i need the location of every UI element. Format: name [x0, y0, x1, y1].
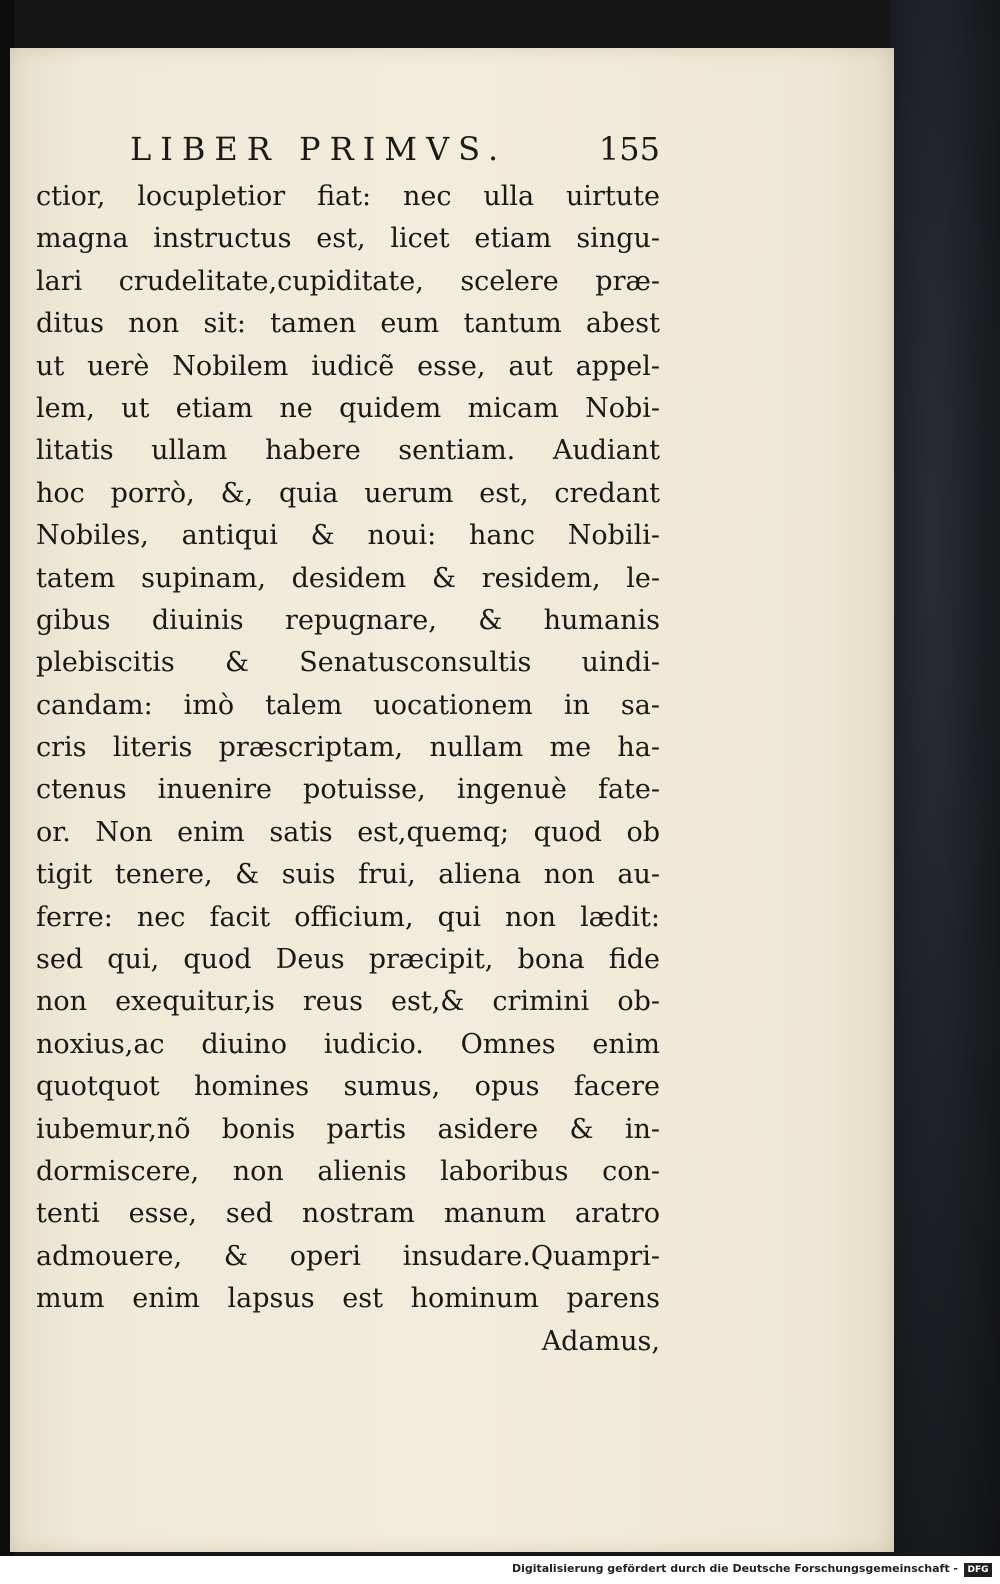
catchword: Adamus, [541, 1325, 660, 1357]
body-text [36, 176, 660, 1363]
text-line: admouere, & operi insudare.Quampri- [36, 1240, 660, 1272]
text-line: cris literis præscriptam, nullam me ha- [36, 732, 660, 764]
text-line: Nobiles, antiqui & noui: hanc Nobili- [36, 520, 660, 552]
book-cover-edge [890, 0, 1000, 1556]
funding-credit: Digitalisierung gefördert durch die Deutsche Forschungsgemeinschaft - [511, 1562, 958, 1575]
footer-bar [0, 1556, 1000, 1584]
text-line: sed qui, quod Deus præcipit, bona fide [36, 944, 660, 976]
text-line: ctenus inuenire potuisse, ingenuè fate- [36, 774, 660, 806]
text-line: candam: imò talem uocationem in sa- [36, 689, 660, 721]
text-line: litatis ullam habere sentiam. Audiant [36, 435, 660, 467]
text-line: non exequitur,is reus est,& crimini ob- [36, 986, 660, 1018]
text-line: noxius,ac diuino iudicio. Omnes enim [36, 1028, 660, 1060]
text-line: ferre: nec facit officium, qui non lædit: [36, 901, 660, 933]
text-line: tigit tenere, & suis frui, aliena non au- [36, 859, 660, 891]
page-number: 155 [598, 130, 660, 168]
text-line: lem, ut etiam ne quidem micam Nobi- [36, 392, 660, 424]
text-line: magna instructus est, licet etiam singu- [36, 223, 660, 255]
text-line: ctior, locupletior fiat: nec ulla uirtute [36, 181, 660, 212]
text-line: plebiscitis & Senatusconsultis uindi- [36, 647, 660, 679]
text-line: mum enim lapsus est hominum parens [36, 1283, 660, 1315]
dfg-logo: DFG [964, 1563, 992, 1577]
text-line: or. Non enim satis est,quemq; quod ob [36, 816, 660, 848]
text-line: tenti esse, sed nostram manum aratro [36, 1198, 660, 1230]
page-headline [130, 130, 660, 174]
running-head: LIBER PRIMVS. [130, 130, 508, 168]
text-line: hoc porrò, &, quia uerum est, credant [36, 477, 660, 509]
text-line: gibus diuinis repugnare, & humanis [36, 604, 660, 636]
text-line: tatem supinam, desidem & residem, le- [36, 562, 660, 594]
text-line: iubemur,nõ bonis partis asidere & in- [36, 1113, 660, 1145]
text-line: lari crudelitate,cupiditate, scelere præ- [36, 265, 660, 297]
text-line: ut uerè Nobilem iudicẽ esse, aut appel- [36, 350, 660, 382]
text-line: quotquot homines sumus, opus facere [36, 1071, 660, 1103]
text-line: ditus non sit: tamen eum tantum abest [36, 308, 660, 340]
text-line: dormiscere, non alienis laboribus con- [36, 1155, 660, 1187]
